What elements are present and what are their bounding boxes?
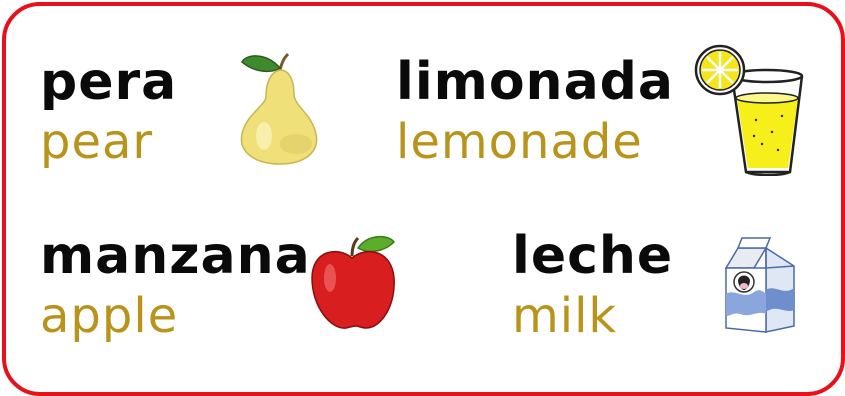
spanish-word-manzana: manzana xyxy=(40,226,311,286)
spanish-word-limonada: limonada xyxy=(396,52,674,112)
english-word-milk: milk xyxy=(512,288,618,344)
apple-icon xyxy=(308,234,398,332)
milk-carton-icon xyxy=(720,234,800,336)
english-word-lemonade: lemonade xyxy=(396,114,643,170)
pear-icon xyxy=(236,48,322,166)
english-word-apple: apple xyxy=(40,288,179,344)
lemonade-glass-icon xyxy=(694,40,810,176)
english-word-pear: pear xyxy=(40,114,154,170)
spanish-word-leche: leche xyxy=(512,226,674,286)
spanish-word-pera: pera xyxy=(40,52,178,112)
